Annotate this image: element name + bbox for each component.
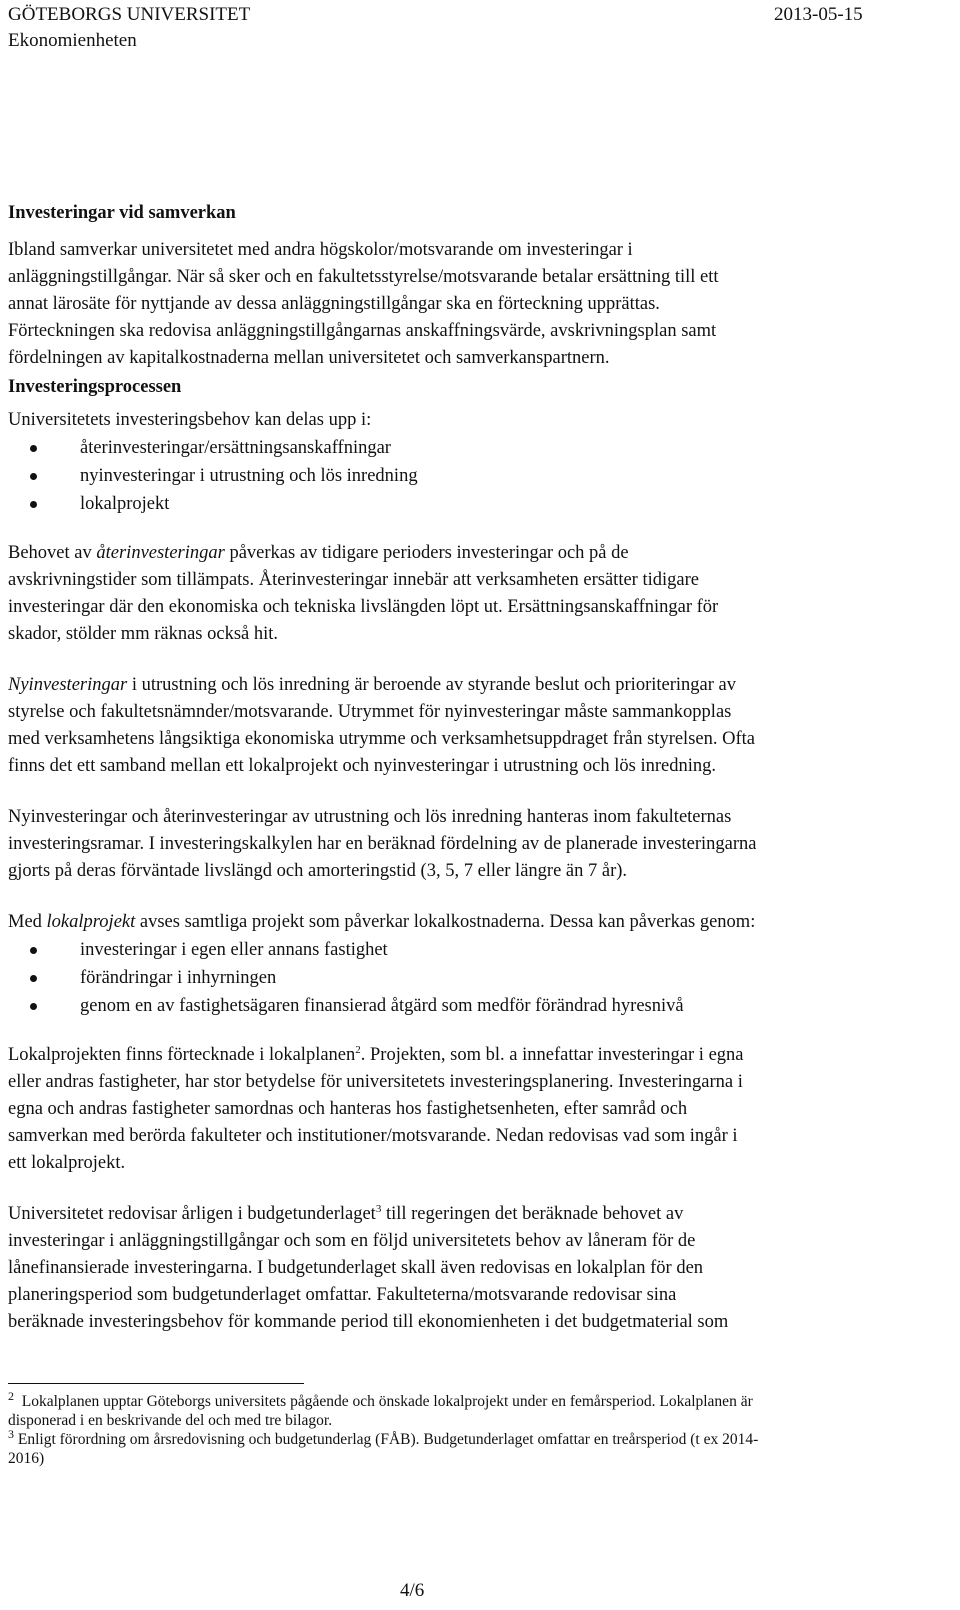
- footnote-number: 2: [8, 1388, 14, 1403]
- text-line: styrelse och fakultetsnämnder/motsvarande. Utrymmet för nyinvesteringar måste sammankopplas: [8, 702, 732, 722]
- page-number: 4/6: [400, 1580, 425, 1601]
- text-line: lånefinansierade investeringarna. I budgetunderlaget skall även redovisas en lokalplan för den: [8, 1258, 704, 1278]
- footnote-3-line: $^3$ Enligt förordning om årsredovisning och budgetunderlag (FÅB). Budgetunderlaget omfattar en treårsperiod (t ex 2014-: [8, 1426, 759, 1448]
- bullet-icon: [30, 501, 37, 508]
- bullet-icon: [30, 445, 37, 452]
- text-line: beräknade investeringsbehov för kommande period till ekonomienheten i det budgetmaterial som: [8, 1312, 729, 1332]
- bullet-icon: [30, 947, 37, 954]
- text-line: avskrivningstider som tillämpats. Återinvesteringar innebär att verksamheten ersätter tidigare: [8, 570, 699, 590]
- text-line: Med lokalprojekt avses samtliga projekt som påverkar lokalkostnaderna. Dessa kan påverkas genom:: [8, 912, 756, 932]
- text-line: Universitetet redovisar årligen i budgetunderlaget$^3$ till regeringen det beräknade behovet av: [8, 1202, 684, 1224]
- document-body: [8, 200, 952, 1336]
- footnote-divider: [8, 1383, 304, 1384]
- text-line: fördelningen av kapitalkostnaderna mellan universitetet och samverkanspartnern.: [8, 348, 610, 368]
- text-line: samverkan med berörda fakulteter och institutioner/motsvarande. Nedan redovisas vad som ingår i: [8, 1126, 738, 1146]
- text-line: investeringar där den ekonomiska och tekniska livslängden löpt ut. Ersättningsanskaffningar för: [8, 597, 719, 617]
- page-header-right: [774, 2, 863, 28]
- list-item: förändringar i inhyrningen: [8, 964, 952, 992]
- section-heading-samverkan: Investeringar vid samverkan: [8, 203, 236, 223]
- text-line: investeringsramar. I investeringskalkylen har en beräknad fördelning av de planerade investeringarna: [8, 834, 757, 854]
- paragraph-nyinvesteringar: [8, 672, 952, 780]
- list-item: lokalprojekt: [8, 490, 952, 518]
- paragraph-lokalprojekt: [8, 909, 952, 936]
- intro-line: Universitetets investeringsbehov kan delas upp i:: [8, 410, 372, 430]
- text-line: anläggningstillgångar. När så sker och en fakultetsstyrelse/motsvarande betalar ersättning till ett: [8, 267, 719, 287]
- footnote-number: 3: [8, 1426, 14, 1441]
- text-line: planeringsperiod som budgetunderlaget omfattar. Fakulteterna/motsvarande redovisar sina: [8, 1285, 677, 1305]
- text-line: med verksamhetens långsiktiga ekonomiska utrymme och verksamhetsuppdraget från styrelsen. Ofta: [8, 729, 755, 749]
- text-line: annat lärosäte för nyttjande av dessa anläggningstillgångar ska en förteckning upprättas.: [8, 294, 660, 314]
- text-line: eller andras fastigheter, har stor betydelse för universitetets investeringsplanering. Investeringarna i: [8, 1072, 743, 1092]
- text-line: Förteckningen ska redovisa anläggningstillgångarnas anskaffningsvärde, avskrivningsplan samt: [8, 321, 717, 341]
- text-line: Lokalprojekten finns förtecknade i lokalplanen$^2$. Projekten, som bl. a innefattar investeringar i egna: [8, 1043, 744, 1065]
- paragraph-budgetunderlag: [8, 1201, 952, 1336]
- lokalprojekt-list: [8, 936, 952, 1020]
- section-heading-investeringsprocessen: Investeringsprocessen: [8, 377, 182, 397]
- text-line: Ibland samverkar universitetet med andra högskolor/motsvarande om investeringar i: [8, 240, 633, 260]
- text-line: Nyinvesteringar i utrustning och lös inredning är beroende av styrande beslut och prioriteringar av: [8, 675, 736, 695]
- text-line: investeringar i anläggningstillgångar och som en följd universitetets behov av låneram för de: [8, 1231, 696, 1251]
- text-line: Behovet av återinvesteringar påverkas av tidigare perioders investeringar och på de: [8, 543, 629, 563]
- bullet-icon: [30, 473, 37, 480]
- list-item: nyinvesteringar i utrustning och lös inredning: [8, 462, 952, 490]
- paragraph-investeringsramar: [8, 804, 952, 885]
- text-line: ett lokalprojekt.: [8, 1153, 126, 1173]
- page-header-left: [8, 2, 250, 54]
- text-line: egna och andras fastigheter samordnas och hanteras hos fastighetsenheten, efter samråd och: [8, 1099, 688, 1119]
- footnotes: [8, 1388, 952, 1468]
- paragraph-samverkan: [8, 237, 952, 372]
- footnote-ref: 3: [375, 1202, 382, 1215]
- list-item: genom en av fastighetsägaren finansierad åtgärd som medför förändrad hyresnivå: [8, 992, 952, 1020]
- footnote-2-line: $^2$ Lokalplanen upptar Göteborgs universitets pågående och önskade lokalprojekt under en femårsperiod. Lokalplanen är: [8, 1388, 753, 1410]
- institution-name: GÖTEBORGS UNIVERSITET: [8, 4, 251, 25]
- footnote-3-cont: 2016): [8, 1450, 45, 1467]
- department-name: Ekonomienheten: [8, 30, 137, 51]
- text-line: finns det ett samband mellan ett lokalprojekt och nyinvesteringar i utrustning och lös inredning.: [8, 756, 716, 776]
- bullet-icon: [30, 1003, 37, 1010]
- bullet-icon: [30, 975, 37, 982]
- document-date: 2013-05-15: [774, 4, 863, 25]
- text-line: skador, stölder mm räknas också hit.: [8, 624, 279, 644]
- text-line: gjorts på deras förväntade livslängd och amorteringstid (3, 5, 7 eller längre än 7 år).: [8, 861, 628, 881]
- text-line: Nyinvesteringar och återinvesteringar av utrustning och lös inredning hanteras inom fakulteternas: [8, 807, 732, 827]
- paragraph-aterinvesteringar: [8, 540, 952, 648]
- list-item: investeringar i egen eller annans fastighet: [8, 936, 952, 964]
- investment-types-list: [8, 434, 952, 518]
- list-item: återinvesteringar/ersättningsanskaffningar: [8, 434, 952, 462]
- paragraph-lokalplan: [8, 1042, 952, 1177]
- footnote-2-cont: disponerad i en beskrivande del och med tre bilagor.: [8, 1412, 333, 1429]
- footnote-ref: 2: [355, 1043, 361, 1056]
